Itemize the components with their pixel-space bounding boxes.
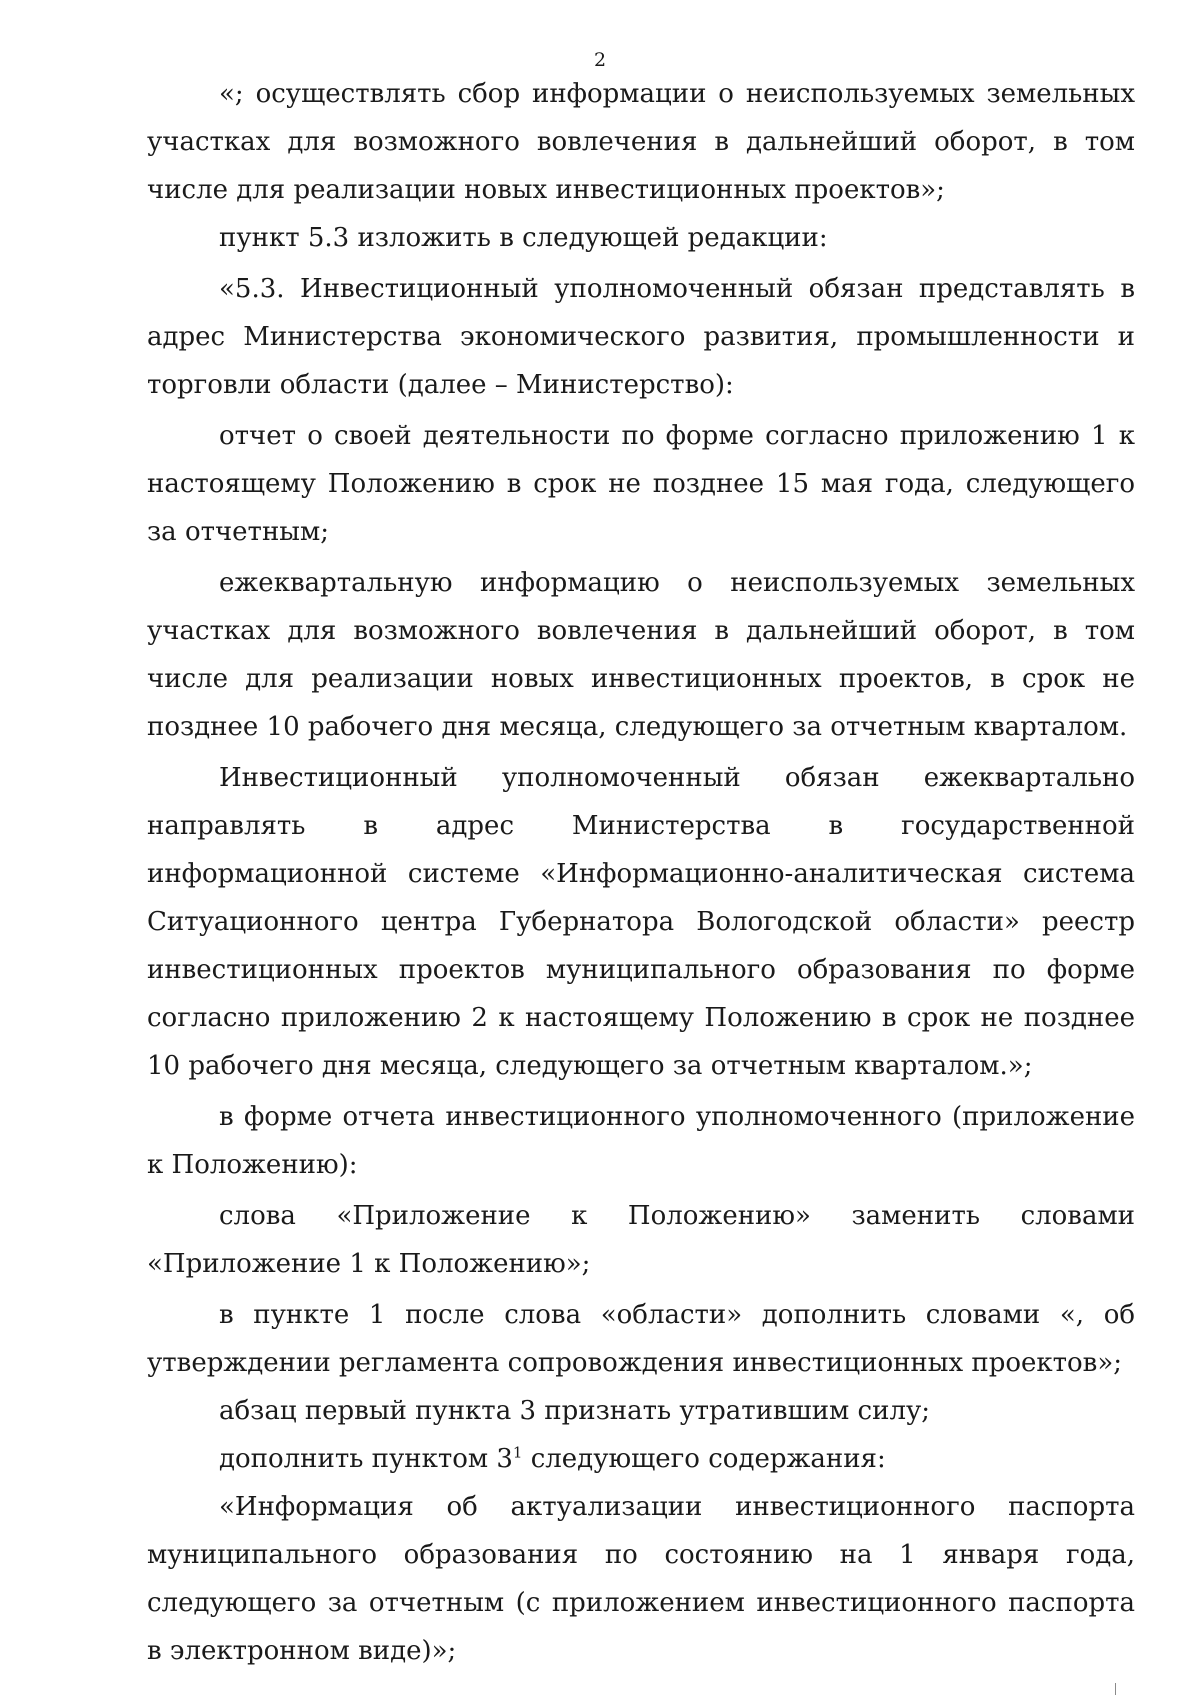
paragraph-quarterly-info: ежеквартальную информацию о неиспользуемых земельных участках для возможного вовлечения в дальнейший оборот, в том числе для реализации новых инвестиционных проектов, в срок не позднее 10 рабочего дня месяца, следующего за отчетным кварталом. [147,568,1135,742]
paragraph-replace-words: слова «Приложение к Положению» заменить словами «Приложение 1 к Положению»; [147,1201,1135,1279]
paragraph-item-5-3: «5.3. Инвестиционный уполномоченный обязан представлять в адрес Министерства экономического развития, промышленности и торговли области (далее – Министерство): [147,274,1135,400]
paragraph-report-form: в форме отчета инвестиционного уполномоченного (приложение к Положению): [147,1102,1135,1180]
paragraph-item-5-3-intro: пункт 5.3 изложить в следующей редакции: [219,223,828,253]
scan-artifact-mark [1115,1683,1116,1695]
paragraph-collect-info: «; осуществлять сбор информации о неиспользуемых земельных участках для возможного вовлечения в дальнейший оборот, в том числе для реализации новых инвестиционных проектов»; [147,79,1135,205]
paragraph-item-3-void: абзац первый пункта 3 признать утратившим силу; [219,1396,931,1426]
paragraph-item-1-addition: в пункте 1 после слова «области» дополнить словами «, об утверждении регламента сопровождения инвестиционных проектов»; [147,1300,1135,1378]
page-number: 2 [593,49,607,71]
supplement-text-before: дополнить пунктом 3 [219,1444,513,1474]
paragraph-add-item-3-1 [147,1435,1135,1483]
supplement-text-after: следующего содержания: [522,1444,886,1474]
paragraph-passport-info: «Информация об актуализации инвестиционного паспорта муниципального образования по состоянию на 1 января года, следующего за отчетным (с приложением инвестиционного паспорта в электронном виде)»; [147,1492,1135,1666]
paragraph-activity-report: отчет о своей деятельности по форме согласно приложению 1 к настоящему Положению в срок не позднее 15 мая года, следующего за отчетным; [147,421,1135,547]
paragraph-project-registry: Инвестиционный уполномоченный обязан ежеквартально направлять в адрес Министерства в государственной информационной системе «Информационно-аналитическая система Ситуационного центра Губернатора Вологодской области» реестр инвестиционных проектов муниципального образования по форме согласно приложению 2 к настоящему Положению в срок не позднее 10 рабочего дня месяца, следующего за отчетным кварталом.»; [147,763,1135,1081]
document-body [147,70,1135,1675]
superscript-marker: 1 [512,1443,523,1462]
